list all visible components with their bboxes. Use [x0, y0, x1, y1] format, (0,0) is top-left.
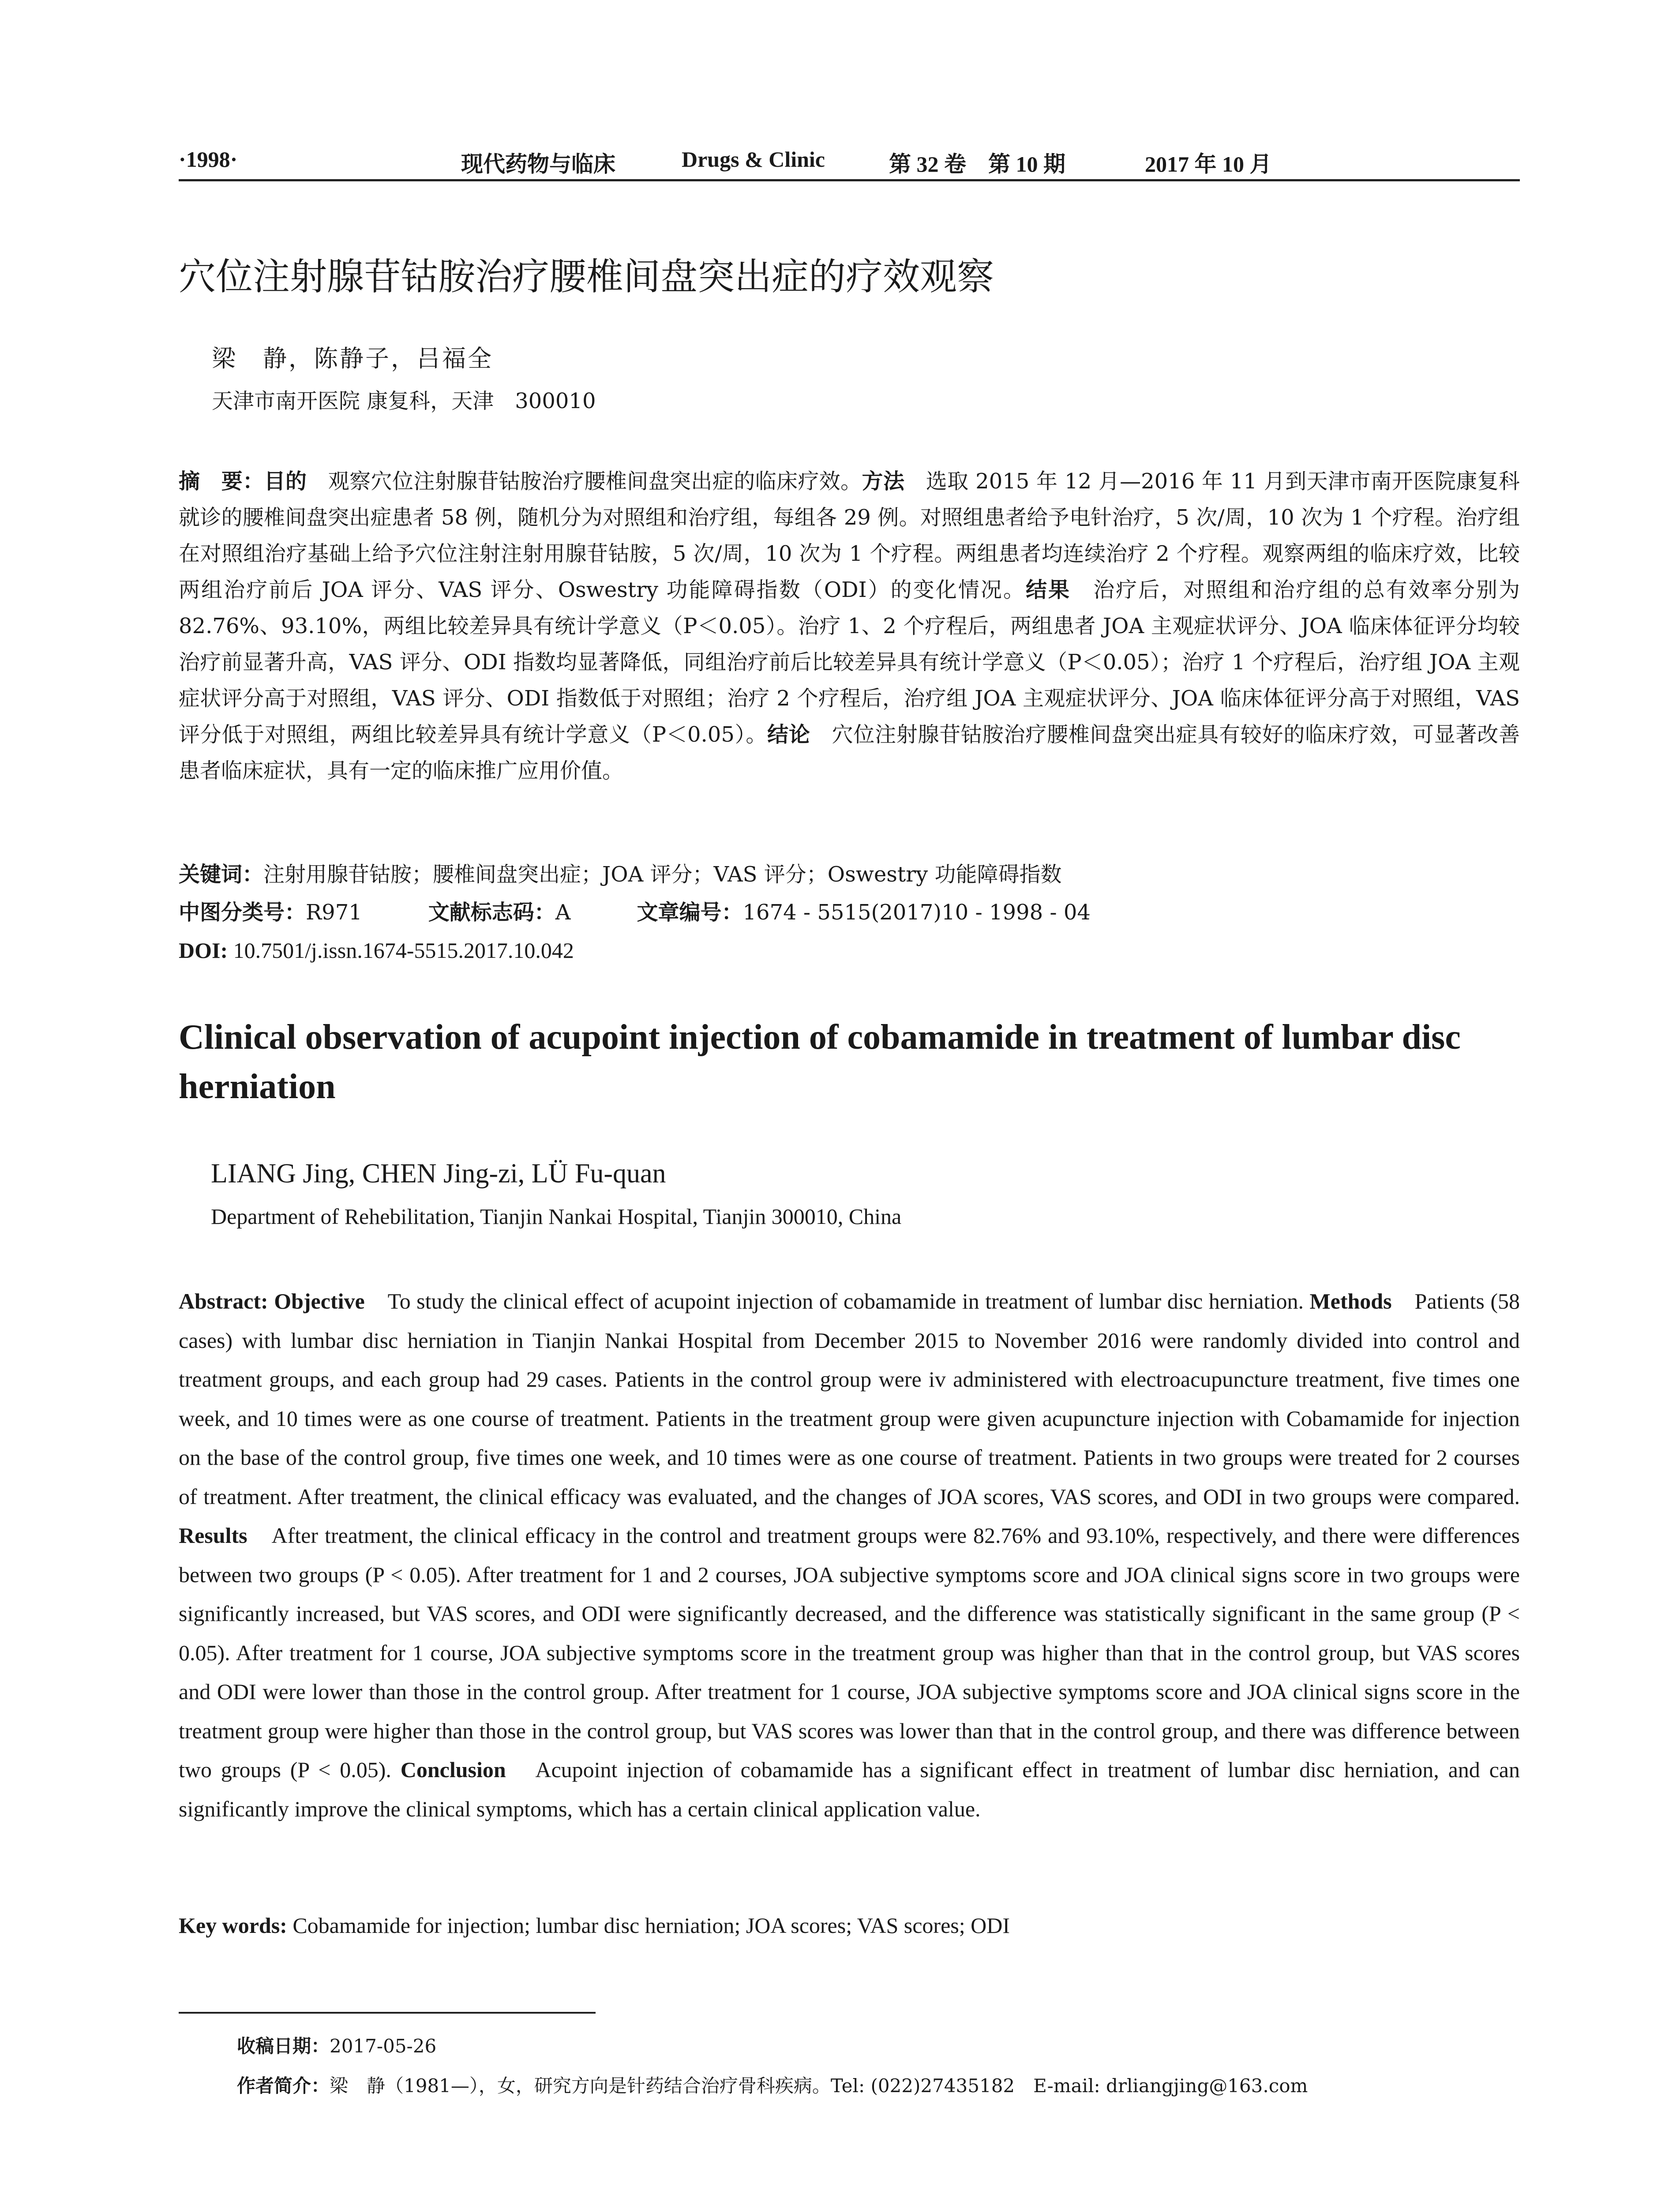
authors-cn: 梁 静，陈静子，吕福全 — [212, 345, 493, 372]
results-text-cn: 治疗后，对照组和治疗组的总有效率分别为 82.76%、93.10%，两组比较差异具有统计学意义（P＜0.05）。治疗 1、2 个疗程后，两组患者 JOA 主观症状评分、JOA 临床体征评分均较治疗前显著升高，VAS 评分、ODI 指数均显著降低，同组治疗前后比较差异具有统计学意义（P＜0.05）；治疗 1 个疗程后，治疗组 JOA 主观症状评分高于对照组，VAS 评分、ODI 指数低于对照组；治疗 2 个疗程后，治疗组 JOA 主观症状评分、JOA 临床体征评分高于对照组，VAS 评分低于对照组，两组比较差异具有统计学意义（P＜0.05）。 — [179, 578, 1520, 747]
received-date: 2017-05-26 — [330, 2035, 437, 2057]
doc-code-label: 文献标志码： — [428, 900, 555, 925]
author-bio-label: 作者简介： — [237, 2075, 330, 2097]
keywords-en — [179, 1913, 1520, 1938]
issue-date: 2017 年 10 月 — [1145, 152, 1272, 176]
doi-value: 10.7501/j.issn.1674-5515.2017.10.042 — [228, 938, 574, 963]
results-label-en: Results — [179, 1523, 248, 1548]
methods-text-cn: 选取 2015 年 12 月—2016 年 11 月到天津市南开医院康复科就诊的腰椎间盘突出症患者 58 例，随机分为对照组和治疗组，每组各 29 例。对照组患者给予电针治疗，5 次/周，10 次为 1 个疗程。治疗组在对照组治疗基础上给予穴位注射注射用腺苷钴胺，5 次/周，10 次为 1 个疗程。两组患者均连续治疗 2 个疗程。观察两组的临床疗效，比较两组治疗前后 JOA 评分、VAS 评分、Oswestry 功能障碍指数（ODI）的变化情况。 — [179, 469, 1520, 602]
conclusion-label-cn: 结论 — [767, 722, 810, 747]
author-bio-text: 梁 静（1981—），女，研究方向是针药结合治疗骨科疾病。Tel: (022)27435182 E-mail: drliangjing@163.com — [330, 2075, 1308, 2097]
doi-line — [179, 937, 1520, 964]
footnote-received — [237, 2032, 436, 2058]
article-no-label: 文章编号： — [637, 900, 743, 925]
abstract-en — [179, 1282, 1520, 1828]
footnote-author-bio — [237, 2071, 1308, 2098]
keywords-text-en: Cobamamide for injection; lumbar disc herniation; JOA scores; VAS scores; ODI — [287, 1913, 1010, 1938]
article-title-en: Clinical observation of acupoint injection of cobamamide in treatment of lumbar disc herniation — [179, 1018, 1461, 1106]
received-label: 收稿日期： — [237, 2035, 330, 2057]
page-number: ·1998· — [179, 147, 238, 172]
conclusion-label-en: Conclusion — [400, 1757, 506, 1782]
doc-code-value: A — [555, 900, 571, 925]
keywords-text-cn: 注射用腺苷钴胺；腰椎间盘突出症；JOA 评分；VAS 评分；Oswestry 功能障碍指数 — [263, 862, 1062, 887]
objective-label-cn: 目的 — [264, 469, 307, 494]
conclusion-text-en: Acupoint injection of cobamamide has a significant effect in treatment of lumbar disc herniation, and can significantly improve the clinical symptoms, which has a certain clinical application value. — [179, 1757, 1520, 1821]
doi-label: DOI: — [179, 938, 228, 963]
objective-text-cn: 观察穴位注射腺苷钴胺治疗腰椎间盘突出症的临床疗效。 — [307, 469, 862, 494]
journal-name-en: Drugs & Clinic — [682, 147, 825, 172]
conclusion-text-cn: 穴位注射腺苷钴胺治疗腰椎间盘突出症具有较好的临床疗效，可显著改善患者临床症状，具有一定的临床推广应用价值。 — [179, 722, 1520, 783]
article-title-cn: 穴位注射腺苷钴胺治疗腰椎间盘突出症的疗效观察 — [179, 255, 994, 298]
keywords-label-cn: 关键词： — [179, 862, 264, 887]
keywords-cn — [179, 861, 1520, 888]
clc-label: 中图分类号： — [179, 900, 306, 925]
abstract-cn — [179, 463, 1520, 789]
abstract-label-en: Abstract: — [179, 1289, 268, 1313]
methods-label-en: Methods — [1309, 1289, 1392, 1313]
classification-line — [179, 899, 1520, 926]
running-header — [179, 140, 1520, 181]
objective-text-en: To study the clinical effect of acupoint injection of cobamamide in treatment of lumbar disc herniation. — [364, 1289, 1310, 1313]
footnote-divider — [179, 2012, 596, 2014]
authors-en: LIANG Jing, CHEN Jing-zi, LÜ Fu-quan — [211, 1159, 666, 1189]
clc-value: R971 — [306, 900, 362, 925]
results-text-en: After treatment, the clinical efficacy in the control and treatment groups were 82.76% and 93.10%, respectively, and there were differences between two groups (P < 0.05). After treatment for 1 and 2 courses, JOA subjective symptoms score and JOA clinical signs score in two groups were significantly increased, but VAS scores, and ODI were significantly decreased, and the difference was statistically significant in the same group (P < 0.05). After treatment for 1 course, JOA subjective symptoms score in the treatment group was higher than that in the control group, but VAS scores and ODI were lower than those in the control group. After treatment for 1 course, JOA subjective symptoms score and JOA clinical signs score in the treatment group were higher than those in the control group, but VAS scores was lower than that in the control group, and there was difference between two groups (P < 0.05). — [179, 1523, 1520, 1782]
volume-issue: 第 32 卷 第 10 期 — [889, 152, 1065, 176]
journal-name-cn: 现代药物与临床 — [461, 152, 615, 176]
results-label-cn: 结果 — [1025, 578, 1071, 602]
affiliation-cn: 天津市南开医院 康复科，天津 300010 — [212, 389, 596, 413]
methods-text-en: Patients (58 cases) with lumbar disc herniation in Tianjin Nankai Hospital from December 2015 to November 2016 were randomly divided into control and treatment groups, and each group had 29 cases. Patients in the control group were iv administered with electroacupuncture treatment, five times one week, and 10 times were as one course of treatment. Patients in the treatment group were given acupuncture injection with Cobamamide for injection on the base of the control group, five times one week, and 10 times were as one course of treatment. Patients in two groups were treated for 2 courses of treatment. After treatment, the clinical efficacy was evaluated, and the changes of JOA scores, VAS scores, and ODI in two groups were compared. — [179, 1289, 1520, 1509]
affiliation-en: Department of Rehebilitation, Tianjin Nankai Hospital, Tianjin 300010, China — [211, 1204, 902, 1229]
methods-label-cn: 方法 — [862, 469, 905, 494]
objective-label-en: Objective — [268, 1289, 365, 1313]
keywords-label-en: Key words: — [179, 1913, 287, 1938]
article-no-value: 1674 - 5515(2017)10 - 1998 - 04 — [742, 900, 1091, 925]
abstract-label-cn: 摘 要： — [179, 469, 264, 494]
